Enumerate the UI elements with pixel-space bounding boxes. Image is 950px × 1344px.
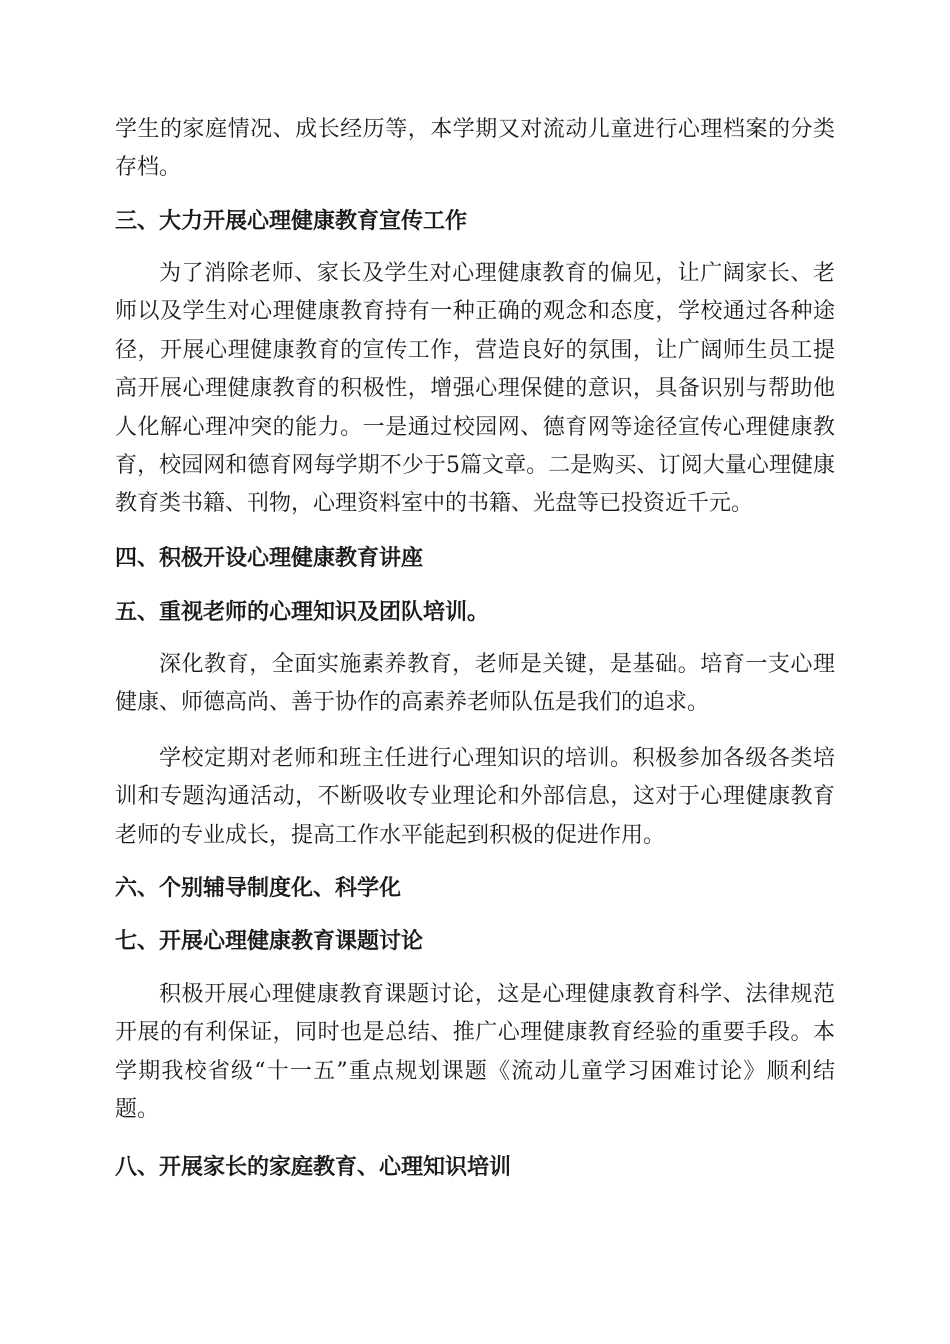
paragraph-section-5-2: 学校定期对老师和班主任进行心理知识的培训。积极参加各级各类培训和专题沟通活动，不断吸收专业理论和外部信息，这对于心理健康教育老师的专业成长，提高工作水平能起到积极的促进作用。	[115, 746, 835, 848]
paragraph-continuation: 学生的家庭情况、成长经历等，本学期又对流动儿童进行心理档案的分类存档。	[115, 117, 835, 181]
heading-section-5: 五、重视老师的心理知识及团队培训。	[115, 600, 490, 625]
heading-section-8: 八、开展家长的家庭教育、心理知识培训	[115, 1155, 512, 1180]
heading-section-4: 四、积极开设心理健康教育讲座	[115, 546, 424, 571]
paragraph-section-3: 为了消除老师、家长及学生对心理健康教育的偏见，让广阔家长、老师以及学生对心理健康教育持有一种正确的观念和态度，学校通过各种途径，开展心理健康教育的宣传工作，营造良好的氛围，让广阔师生员工提高开展心理健康教育的积极性，增强心理保健的意识，具备识别与帮助他人化解心理冲突的能力。一是通过校园网、德育网等途径宣传心理健康教育，校园网和德育网每学期不少于5篇文章。二是购买、订阅大量心理健康教育类书籍、刊物，心理资料室中的书籍、光盘等已投资近千元。	[115, 261, 835, 517]
heading-section-3: 三、大力开展心理健康教育宣传工作	[115, 209, 468, 234]
paragraph-section-7: 积极开展心理健康教育课题讨论，这是心理健康教育科学、法律规范开展的有利保证，同时也是总结、推广心理健康教育经验的重要手段。本学期我校省级“十一五”重点规划课题《流动儿童学习困难讨论》顺利结题。	[115, 982, 835, 1123]
heading-section-6: 六、个别辅导制度化、科学化	[115, 876, 402, 901]
heading-section-7: 七、开展心理健康教育课题讨论	[115, 929, 424, 954]
paragraph-section-5-1: 深化教育，全面实施素养教育，老师是关键，是基础。培育一支心理健康、师德高尚、善于协作的高素养老师队伍是我们的追求。	[115, 652, 835, 716]
